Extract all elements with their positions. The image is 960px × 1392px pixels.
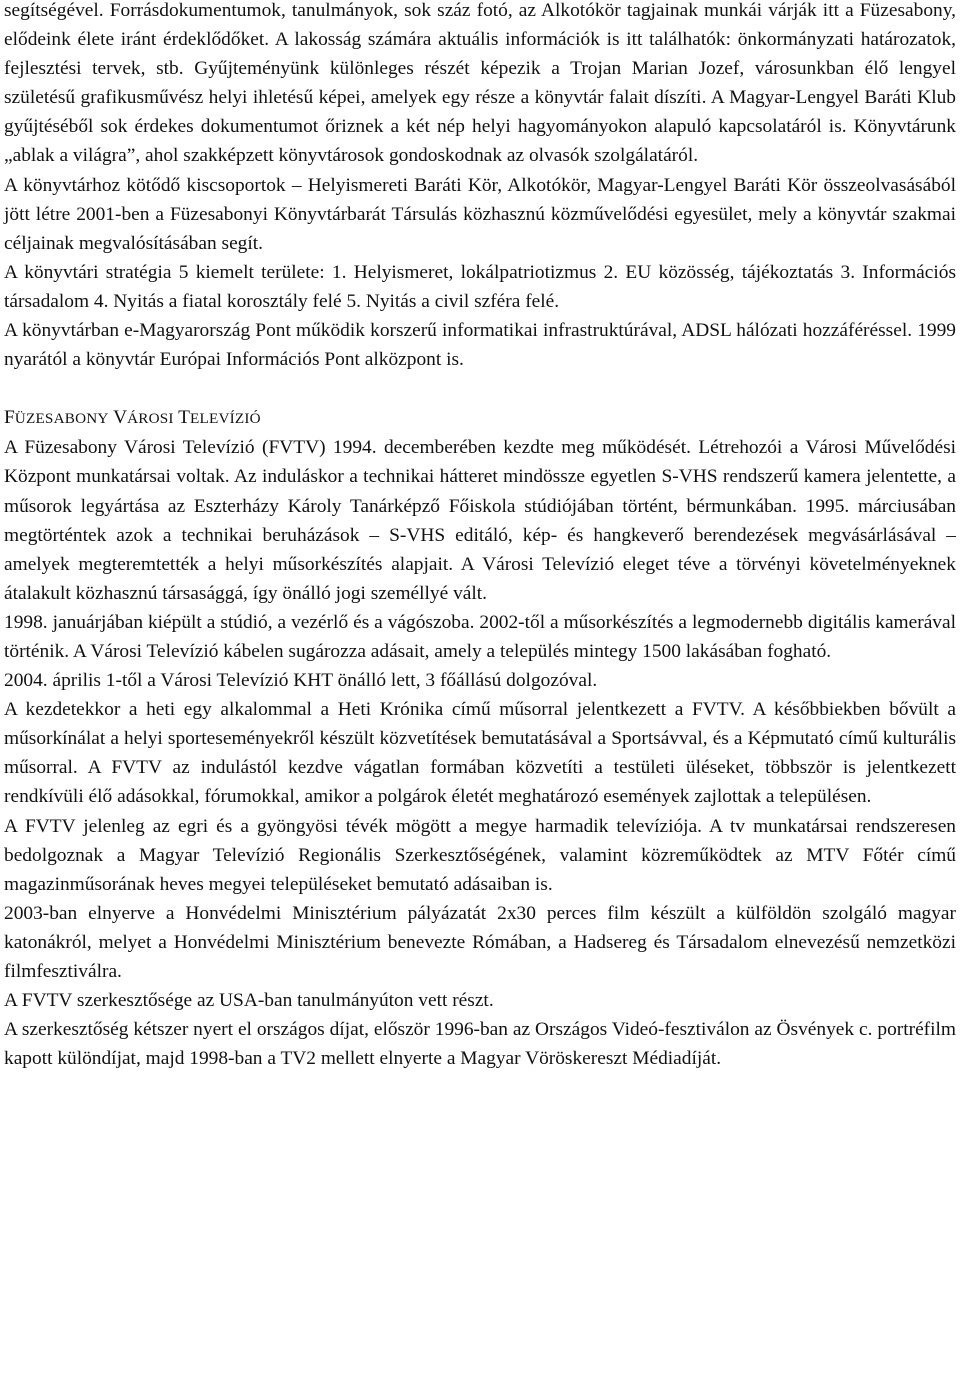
paragraph-fvtv-founding: A Füzesabony Városi Televízió (FVTV) 1994. decemberében kezdte meg működését. Létrehozói a Városi Művelődési Központ munkatársai voltak. Az induláskor a technikai hátteret mindössze egyetlen S-VHS rendszerű kamera jelentette, a műsorok legyártása az Eszterházy Károly Tanárképző Főiskola stúdiójában történt, bérmunkában. 1995. márciusában megtörténtek azok a technikai beruházások – S-VHS editáló, kép- és hangkeverő berendezések megvásárlásával – amelyek megteremtették a helyi műsorkészítés alapjait. A Városi Televízió eleget téve a törvényi követelményeknek átalakult közhasznú társasággá, így önálló jogi személlyé vált. [4,437,956,604]
paragraph-fvtv-awards: A szerkesztőség kétszer nyert el országos díjat, először 1996-ban az Országos Videó-fesztiválon az Ösvények c. portréfilm kapott különdíjat, majd 1998-ban a TV2 mellett elnyerte a Magyar Vöröskereszt Médiadíját. [4,1019,956,1070]
heading-w3-rest: ELEVÍZIÓ [190,410,261,428]
paragraph-fvtv-programs: A kezdetekkor a heti egy alkalommal a Heti Krónika című műsorral jelentkezett a FVTV. A későbbiekben bővült a műsorkínálat a helyi sporteseményekről készült közvetítések bemutatásával a Sportsávval, és a Képmutató című kulturális műsorral. A FVTV az indulástól kezdve vágatlan formában közvetíti a testületi üléseket, többször is jelentkezett rendkívüli élő adásokkal, fórumokkal, amikor a polgárok életét meghatározó események zajlottak a településen. [4,699,956,808]
paragraph-library-groups: A könyvtárhoz kötődő kiscsoportok – Helyismereti Baráti Kör, Alkotókör, Magyar-Lengyel Baráti Kör összeolvasásából jött létre 2001-ben a Füzesabonyi Könyvtárbarát Társulás közhasznú közművelődési egyesület, mely a könyvtár szakmai céljainak megvalósításában segít. [4,174,956,254]
heading-w1-initial: F [4,407,15,429]
heading-w3-initial: T [178,407,191,429]
document-page [4,0,956,1073]
paragraph-fvtv-2004: 2004. április 1-től a Városi Televízió KHT önálló lett, 3 főállású dolgozóval. [4,670,598,692]
heading-w2-rest: ÁROSI [127,410,174,428]
paragraph-e-hungary-point: A könyvtárban e-Magyarország Pont működik korszerű informatikai infrastruktúrával, ADSL hálózati hozzáféréssel. 1999 nyarától a könyvtár Európai Információs Pont alközpont is. [4,320,956,371]
paragraph-library-strategy: A könyvtári stratégia 5 kiemelt területe: 1. Helyismeret, lokálpatriotizmus 2. EU közösség, tájékoztatás 3. Információs társadalom 4. Nyitás a fiatal korosztály felé 5. Nyitás a civil szféra felé. [4,261,956,312]
paragraph-fvtv-2003: 2003-ban elnyerve a Honvédelmi Minisztérium pályázatát 2x30 perces film készült a külföldön szolgáló magyar katonákról, melyet a Honvédelmi Minisztérium benevezte Rómában, a Hadsereg és Társadalom elnevezésű nemzetközi filmfesztiválra. [4,902,956,982]
paragraph-fvtv-county: A FVTV jelenleg az egri és a gyöngyösi tévék mögött a megye harmadik televíziója. A tv munkatársai rendszeresen bedolgoznak a Magyar Televízió Regionális Szerkesztőségének, valamint közreműködtek az MTV Főtér című magazinműsorának heves megyei településeket bemutató adásaiban is. [4,815,956,895]
paragraph-fvtv-1998: 1998. januárjában kiépült a stúdió, a vezérlő és a vágószoba. 2002-től a műsorkészítés a legmodernebb digitális kamerával történik. A Városi Televízió kábelen sugározza adásait, amely a település mintegy 1500 lakásában fogható. [4,611,956,662]
heading-w1-rest: ÜZESABONY [14,410,109,428]
heading-w2-initial: V [113,407,128,429]
section-heading-fvtv [4,403,956,433]
paragraph-fvtv-usa: A FVTV szerkesztősége az USA-ban tanulmányúton vett részt. [4,990,494,1012]
paragraph-collections: segítségével. Forrásdokumentumok, tanulmányok, sok száz fotó, az Alkotókör tagjainak munkái várják itt a Füzesabony, elődeink élete iránt érdeklődőket. A lakosság számára aktuális információk is itt találhatók: önkormányzati határozatok, fejlesztési tervek, stb. Gyűjteményünk különleges részét képezik a Trojan Marian Jozef, városunkban élő lengyel születésű grafikusművész helyi ihletésű képei, amelyek egy része a könyvtár falait díszíti. A Magyar-Lengyel Baráti Klub gyűjtéséből sok érdekes dokumentumot őriznek a két nép helyi hagyományokon alapuló kapcsolatáról is. Könyvtárunk „ablak a világra”, ahol szakképzett könyvtárosok gondoskodnak az olvasók szolgálatáról. [4,0,956,167]
